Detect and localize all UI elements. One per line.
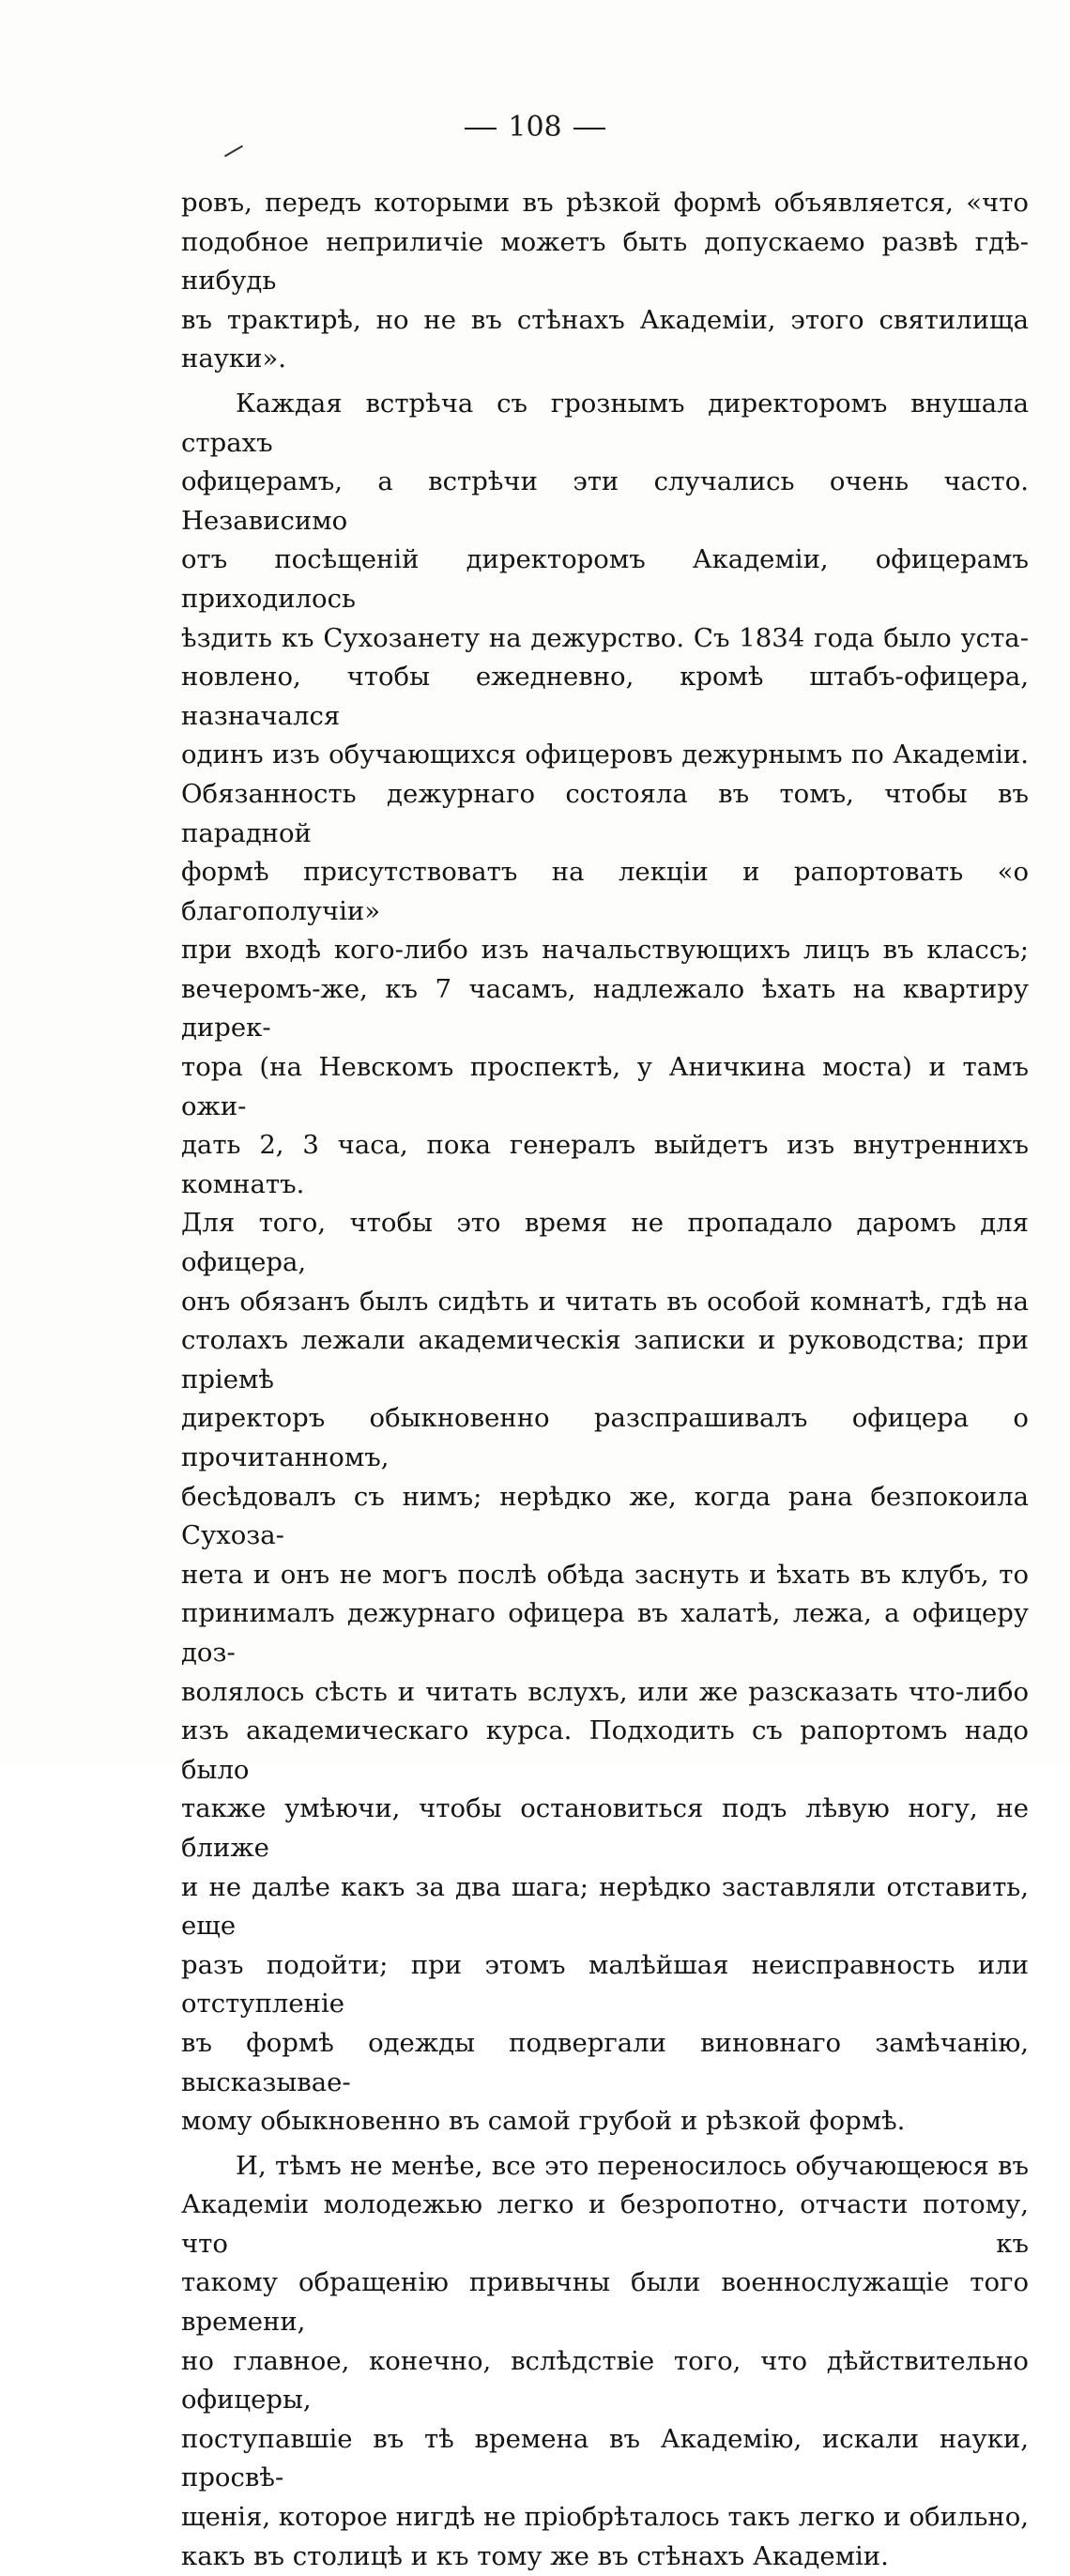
paragraph-3: [181, 2147, 1029, 2576]
text-line: И, тѣмъ не менѣе, все это переносилось обучающеюся въ: [236, 2150, 1029, 2181]
text-line: бесѣдовалъ съ нимъ; нерѣдко же, когда рана безпокоила Сухоза-: [181, 1481, 1029, 1551]
text-line: какъ въ столицѣ и къ тому же въ стѣнахъ Академіи.: [181, 2540, 889, 2571]
paragraph-1: [181, 184, 1029, 379]
paragraph-2: [181, 385, 1029, 2142]
text-line: также умѣючи, чтобы остановиться подъ лѣвую ногу, не ближе: [181, 1793, 1029, 1863]
page-number-dash-left: [465, 128, 497, 130]
text-line: онъ обязанъ былъ сидѣть и читать въ особой комнатѣ, гдѣ на: [181, 1286, 1029, 1317]
text-line: при входѣ кого-либо изъ начальствующихъ лицъ въ классъ;: [181, 935, 1029, 966]
text-line: дать 2, 3 часа, пока генералъ выйдетъ изъ внутреннихъ комнатъ.: [181, 1130, 1029, 1199]
text-line: новлено, чтобы ежедневно, кромѣ штабъ-офицера, назначался: [181, 662, 1029, 731]
text-line: мому обыкновенно въ самой грубой и рѣзкой формѣ.: [181, 2106, 906, 2137]
text-line: формѣ присутствоватъ на лекціи и рапортовать «о благополучіи»: [181, 857, 1029, 926]
text-line: столахъ лежали академическія записки и руководства; при пріемѣ: [181, 1325, 1029, 1395]
text-line: отъ посѣщеній директоромъ Академіи, офицерамъ приходилось: [181, 544, 1029, 614]
text-line: поступавшіе въ тѣ времена въ Академію, искали науки, просвѣ-: [181, 2423, 1029, 2493]
text-line: подобное неприличіе можетъ быть допускаемо развѣ гдѣ-нибудь: [181, 226, 1029, 297]
text-line: Каждая встрѣча съ грознымъ директоромъ внушала страхъ: [181, 388, 1029, 458]
text-line: Для того, чтобы это время не пропадало даромъ для офицера,: [181, 1208, 1029, 1278]
text-line: офицерамъ, а встрѣчи эти случались очень часто. Независимо: [181, 466, 1029, 536]
text-line: но главное, конечно, вслѣдствіе того, что дѣйствительно офицеры,: [181, 2345, 1029, 2416]
page-number-dash-right: [573, 128, 605, 130]
page-number-text: 108: [508, 111, 562, 144]
text-line: принималъ дежурнаго офицера въ халатѣ, лежа, а офицеру доз-: [181, 1598, 1029, 1668]
text-line: въ трактирѣ, но не въ стѣнахъ Академіи, этого святилища: [181, 304, 1029, 335]
text-line: ѣздить къ Сухозанету на дежурство. Съ 1834 года было уста-: [181, 622, 1029, 653]
body-text: [181, 184, 1029, 2576]
text-line: Академіи молодежью легко и безропотно, отчасти потому, что къ: [181, 2189, 1029, 2259]
text-line: разъ подойти; при этомъ малѣйшая неисправность или отступленіе: [181, 1949, 1029, 2020]
text-line: волялось сѣсть и читать вслухъ, или же разсказать что-либо: [181, 1676, 1029, 1707]
text-line: такому обращенію привычны были военнослужащіе того времени,: [181, 2267, 1029, 2338]
stray-pen-mark: [224, 145, 243, 158]
text-line: тора (на Невскомъ проспектѣ, у Аничкина моста) и тамъ ожи-: [181, 1052, 1029, 1121]
page-number: [0, 111, 1070, 144]
text-line: и не далѣе какъ за два шага; нерѣдко заставляли отставить, еще: [181, 1871, 1029, 1942]
text-line: изъ академическаго курса. Подходить съ рапортомъ надо было: [181, 1715, 1029, 1785]
text-line: нета и онъ не могъ послѣ обѣда заснуть и ѣхать въ клубъ, то: [181, 1559, 1029, 1590]
text-line: одинъ изъ обучающихся офицеровъ дежурнымъ по Академіи.: [181, 739, 1029, 770]
text-line: Обязанность дежурнаго состояла въ томъ, чтобы въ парадной: [181, 778, 1029, 848]
text-line: вечеромъ-же, къ 7 часамъ, надлежало ѣхать на квартиру дирек-: [181, 973, 1029, 1044]
text-line: директоръ обыкновенно разспрашивалъ офицера о прочитанномъ,: [181, 1403, 1029, 1472]
text-line: щенія, которое нигдѣ не пріобрѣталось такъ легко и обильно,: [181, 2502, 1029, 2533]
text-line: науки».: [181, 343, 286, 374]
text-line: ровъ, передъ которыми въ рѣзкой формѣ объявляется, «что: [181, 188, 1029, 218]
text-line: въ формѣ одежды подвергали виновнаго замѣчанію, высказывае-: [181, 2027, 1029, 2097]
